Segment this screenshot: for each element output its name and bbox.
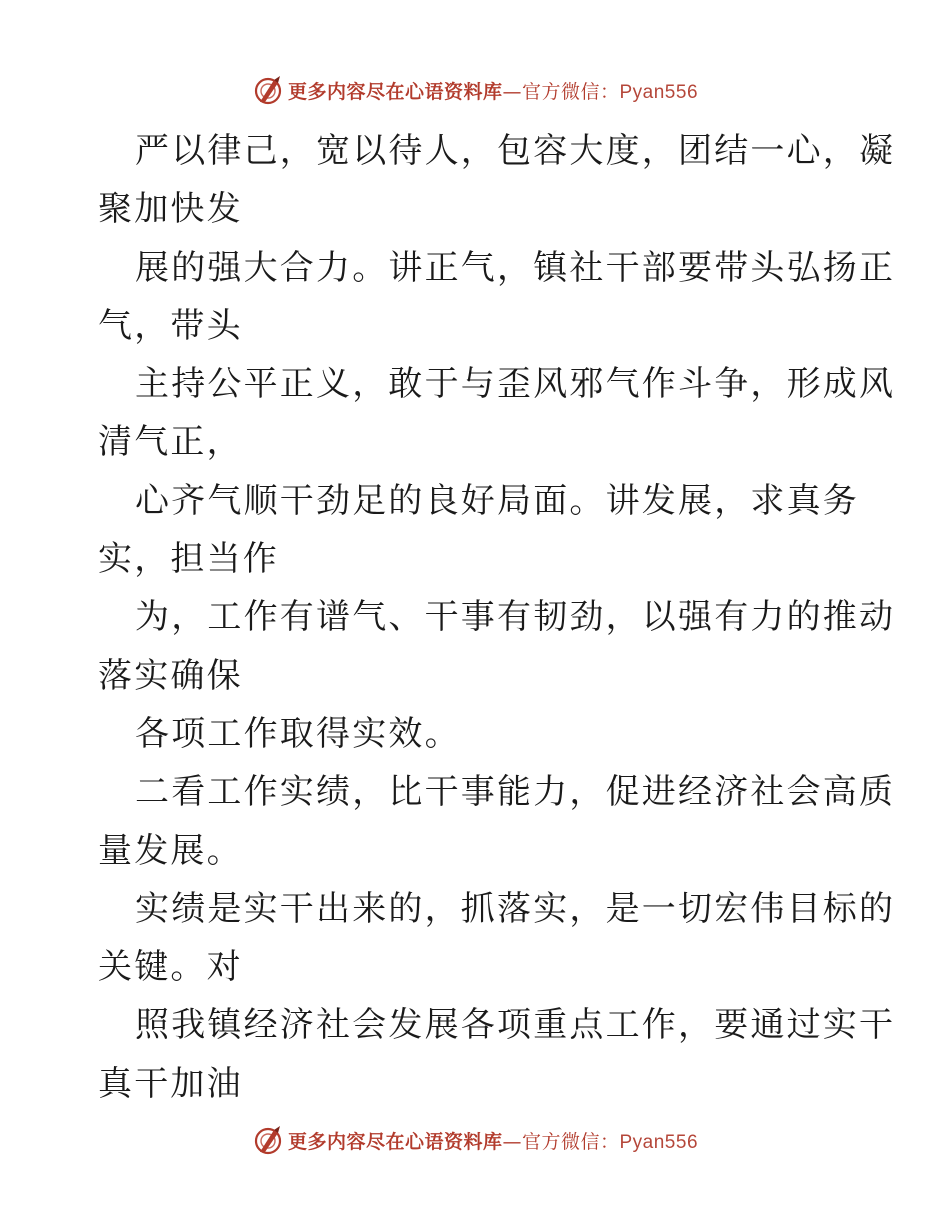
body-line: 聚加快发 [98,189,243,230]
banner-dash: — [502,1130,522,1153]
body-line: 关键。对 [98,947,243,988]
body-line: 心齐气顺干劲足的良好局面。讲发展，求真务 [135,480,859,521]
body-line: 清气正， [98,422,243,463]
body-line: 二看工作实绩，比干事能力，促进经济社会高质 [135,772,896,813]
body-line: 量发展。 [98,830,243,871]
body-line: 实绩是实干出来的，抓落实，是一切宏伟目标的 [135,888,896,929]
body-line: 各项工作取得实效。 [135,713,461,754]
header-banner-text [288,77,698,104]
banner-wechat-id: Pyan556 [619,1131,699,1153]
body-line: 落实确保 [98,655,243,696]
document-body [98,122,896,1113]
body-line: 严以律己，宽以待人，包容大度，团结一心，凝 [135,131,896,171]
body-line: 照我镇经济社会发展各项重点工作，要通过实干 [135,1005,896,1046]
banner-dash: — [502,80,522,103]
banner-wechat-id: Pyan556 [619,81,699,103]
body-line: 气，带头 [98,305,243,346]
banner-main-text: 更多内容尽在心语资料库 [287,80,503,103]
body-line: 实，担当作 [98,539,279,580]
footer-banner-text [288,1127,698,1154]
quill-pen-logo-icon [252,1124,284,1156]
body-line: 为，工作有谱气、干事有韧劲，以强有力的推动 [135,597,896,638]
banner-wechat-label: 官方微信： [521,80,620,103]
body-line: 主持公平正义，敢于与歪风邪气作斗争，形成风 [135,364,896,405]
quill-pen-logo-icon [252,74,284,106]
banner-wechat-label: 官方微信： [521,1130,620,1153]
header-banner [0,70,950,110]
body-line: 真干加油 [98,1063,243,1104]
body-line: 展的强大合力。讲正气，镇社干部要带头弘扬正 [135,247,896,288]
footer-banner [0,1120,950,1160]
banner-main-text: 更多内容尽在心语资料库 [287,1130,503,1153]
